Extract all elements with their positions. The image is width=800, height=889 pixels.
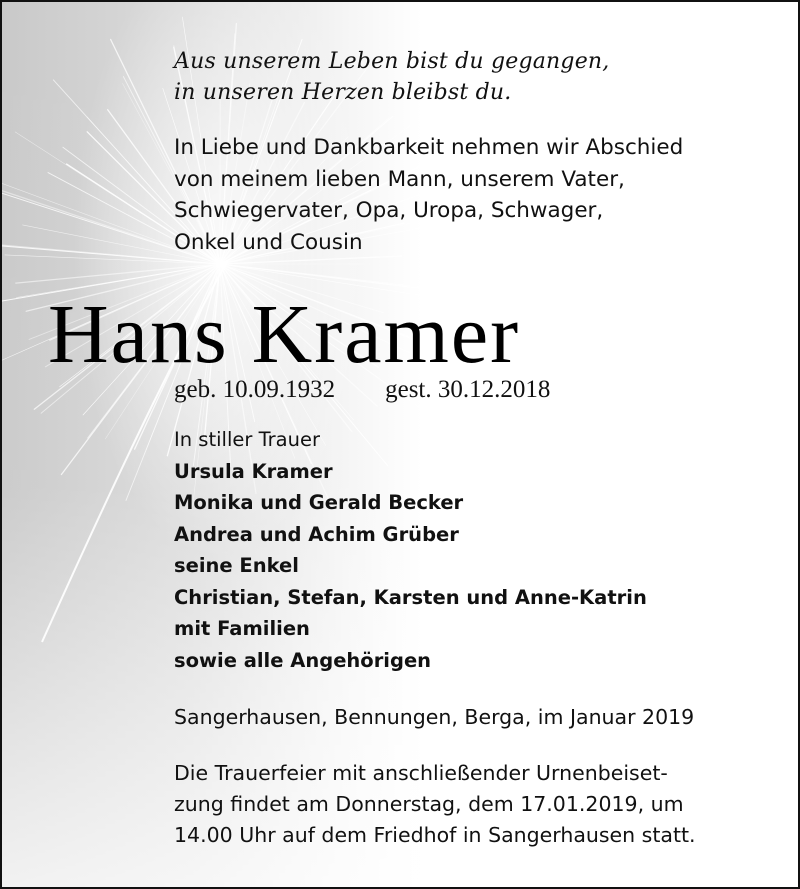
quote-line: in unseren Herzen bleibst du. (174, 80, 512, 105)
funeral-service-info (174, 758, 696, 851)
birth-date: geb. 10.09.1932 (174, 376, 336, 403)
farewell-line: Schwiegervater, Opa, Uropa, Schwager, (174, 198, 604, 223)
mourner-name: Ursula Kramer (174, 459, 333, 483)
farewell-line: In Liebe und Dankbarkeit nehmen wir Abschied (174, 135, 684, 160)
quote-line: Aus unserem Leben bist du gegangen, (174, 49, 610, 74)
mourner-name: sowie alle Angehörigen (174, 648, 432, 672)
mourner-name: Monika und Gerald Becker (174, 491, 464, 514)
mourners-heading: In stiller Trauer (174, 428, 320, 451)
farewell-line: von meinem lieben Mann, unserem Vater, (174, 166, 625, 192)
service-line: Die Trauerfeier mit anschließender Urnenbeiset- (174, 761, 668, 785)
mourner-name: Christian, Stefan, Karsten und Anne-Katrin (174, 585, 647, 609)
memorial-quote (174, 46, 610, 108)
farewell-text (174, 132, 683, 258)
mourner-name: mit Familien (174, 617, 310, 640)
life-dates (174, 374, 550, 406)
death-date: gest. 30.12.2018 (385, 376, 551, 403)
deceased-name: Hans Kramer (48, 288, 521, 381)
service-line: 14.00 Uhr auf dem Friedhof in Sangerhausen statt. (174, 823, 696, 847)
service-line: zung findet am Donnerstag, dem 17.01.2019, um (174, 792, 684, 816)
mourners-list (174, 424, 647, 676)
place-date: Sangerhausen, Bennungen, Berga, im Januar 2019 (174, 705, 695, 729)
farewell-line: Onkel und Cousin (174, 229, 363, 255)
mourner-name: seine Enkel (174, 554, 299, 577)
mourner-name: Andrea und Achim Grüber (174, 522, 459, 546)
